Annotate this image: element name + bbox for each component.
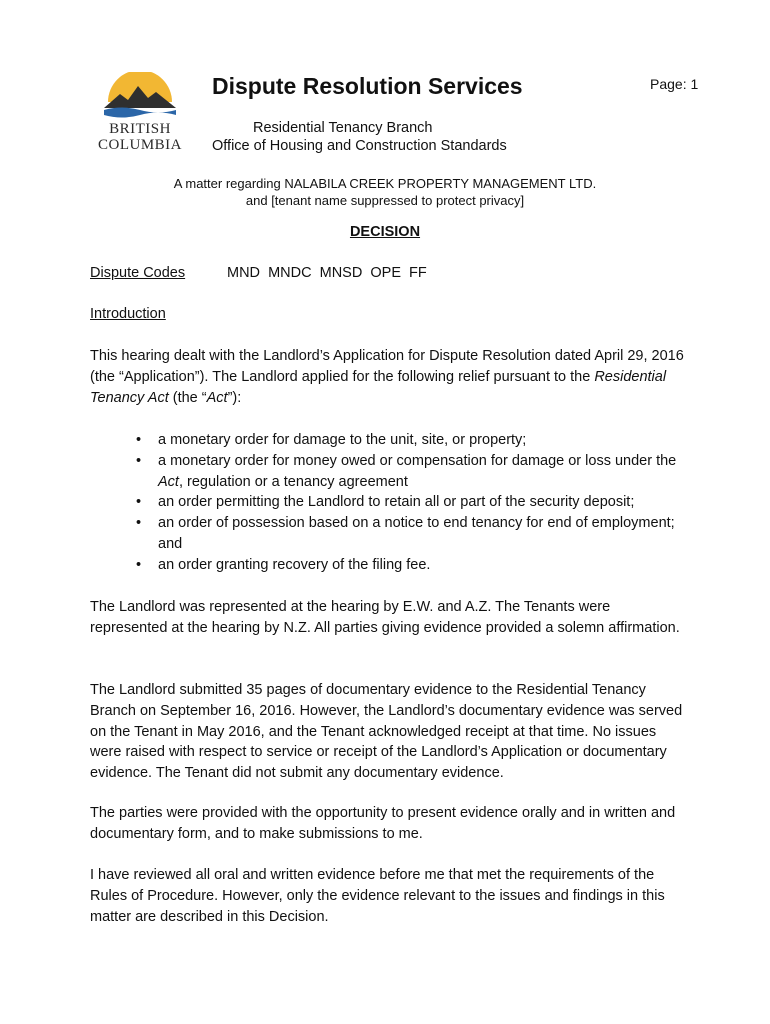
relief-item (136, 555, 696, 576)
decision-heading: DECISION (349, 224, 421, 240)
evidence-paragraph: The Landlord submitted 35 pages of documentary evidence to the Residential Tenancy Branch on September 16, 2016. However, the Landlord’s documentary evidence was served on the Tenant in May 2016, and the Tenant acknowledged receipt at that time. No issues were raised with respect to service or receipt of the Landlord’s Application or documentary evidence. The Tenant did not submit any documentary evidence. (90, 682, 683, 782)
relief-item (136, 451, 696, 493)
relief-item-4-text: an order of possession based on a notice to end tenancy for end of employment; and (158, 515, 675, 552)
dispute-codes-label: Dispute Codes (90, 265, 186, 281)
logo-wave (104, 108, 176, 118)
relief-item-5-text: an order granting recovery of the filing fee. (158, 556, 431, 573)
matter-line-2: and [tenant name suppressed to protect privacy] (245, 193, 525, 208)
relief-item-1-text: a monetary order for damage to the unit, site, or property; (158, 432, 527, 448)
matter-line-1: A matter regarding NALABILA CREEK PROPERTY MANAGEMENT LTD. (173, 176, 597, 191)
relief-item-2-text-a: a monetary order for money owed or compensation for damage or loss under the (158, 452, 677, 469)
opportunity-paragraph: The parties were provided with the opportunity to present evidence orally and in written and documentary form, and to make submissions to me. (90, 805, 676, 842)
bc-sun-mountain-icon (102, 72, 178, 120)
relief-item-2-act: Act (158, 473, 179, 490)
page-title: Dispute Resolution Services (212, 73, 523, 99)
relief-item (136, 430, 696, 451)
intro-paragraph (90, 346, 690, 408)
representation-paragraph: The Landlord was represented at the hearing by E.W. and A.Z. The Tenants were represented at the hearing by N.Z. All parties giving evidence provided a solemn affirmation. (90, 599, 680, 636)
page-number: Page: 1 (650, 76, 699, 92)
logo-text-british: BRITISH (109, 121, 171, 137)
relief-item (136, 513, 696, 555)
act-name: Residential Tenancy Act (90, 368, 667, 406)
relief-list (136, 430, 696, 576)
intro-text-1: This hearing dealt with the Landlord’s Application for Dispute Resolution dated April 29, 2016 (the “Application”). The Landlord applied for the following relief pursuant to the (90, 348, 684, 385)
relief-item (136, 492, 696, 513)
bc-logo (92, 72, 188, 156)
introduction-heading: Introduction (90, 306, 166, 322)
branch-name: Residential Tenancy Branch (253, 120, 433, 136)
intro-text-2: (the “ (168, 389, 207, 406)
relief-item-3-text: an order permitting the Landlord to retain all or part of the security deposit; (158, 494, 635, 511)
intro-text-3: ”): (227, 389, 242, 406)
office-name: Office of Housing and Construction Standards (212, 138, 507, 154)
dispute-codes-value: MND MNDC MNSD OPE FF (227, 265, 427, 281)
relief-item-2-text-b: , regulation or a tenancy agreement (178, 473, 408, 490)
logo-text-columbia: COLUMBIA (97, 137, 182, 153)
act-short: Act (206, 389, 228, 406)
review-paragraph: I have reviewed all oral and written evidence before me that met the requirements of the Rules of Procedure. However, only the evidence relevant to the issues and findings in this matter are described in this Decision. (90, 867, 665, 925)
